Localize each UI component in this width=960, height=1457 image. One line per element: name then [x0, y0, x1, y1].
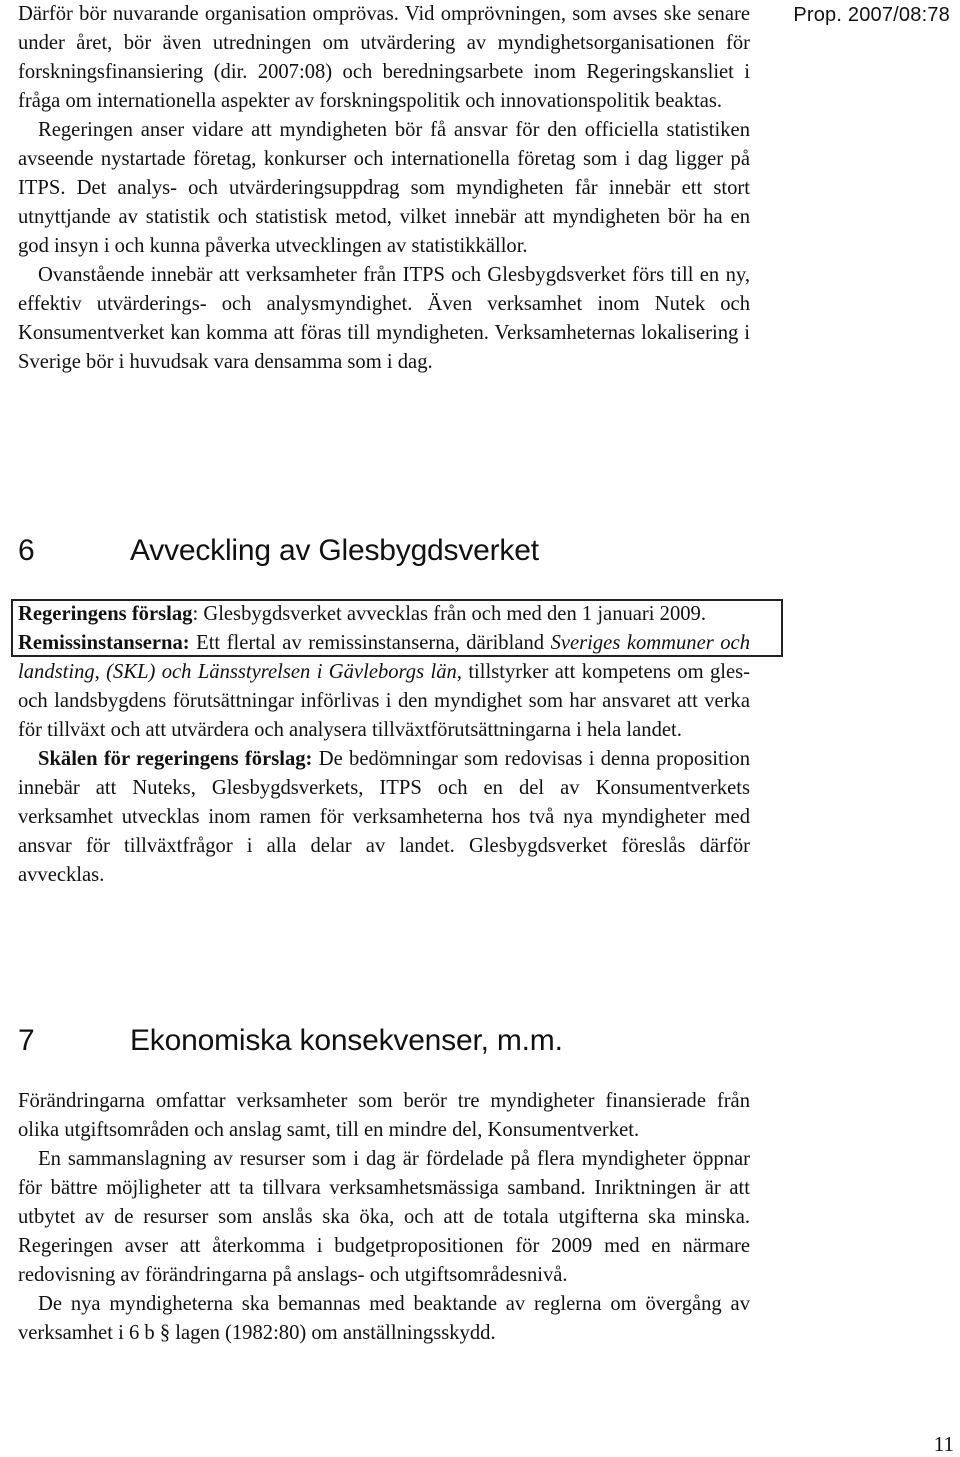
intro-paragraph-2: Regeringen anser vidare att myndigheten bör få ansvar för den officiella statistiken avseende nystartade företag, konkurser och internationella företag som i dag ligger på ITPS. Det analys- och utvärderingsuppdrag som myndigheten får innebär ett stort utnyttjande av statistik och statistisk metod, vilket innebär att myndigheten bör ha en god insyn i och kunna påverka utvecklingen av statistikkällor. — [18, 119, 750, 257]
intro-text — [18, 0, 750, 377]
section-6-heading — [18, 534, 539, 568]
section-7-heading — [18, 1024, 563, 1058]
section-6-title: Avveckling av Glesbygdsverket — [130, 534, 539, 567]
proposal-text: : Glesbygdsverket avvecklas från och med den 1 januari 2009. — [192, 603, 706, 625]
skalen-paragraph — [18, 745, 750, 890]
page-number: 11 — [933, 1432, 954, 1456]
section-7-title: Ekonomiska konsekvenser, m.m. — [130, 1024, 563, 1057]
section-7-paragraph-2: En sammanslagning av resurser som i dag är fördelade på flera myndigheter öppnar för bättre möjligheter att ta tillvara verksamhetsmässiga samband. Inriktningen är att utbytet av de resurser som anslås ska öka, och att de totala utgifterna ska minska. Regeringen avser att återkomma i budgetpropositionen för 2009 med en närmare redovisning av förändringarna på anslags- och utgiftsområdesnivå. — [18, 1148, 750, 1286]
remiss-paragraph — [18, 629, 750, 745]
remiss-text-1: Ett flertal av remissinstanserna, däribland — [189, 632, 551, 654]
section-7-paragraph-3: De nya myndigheterna ska bemannas med beaktande av reglerna om övergång av verksamhet i 6 b § lagen (1982:80) om anställningsskydd. — [18, 1293, 750, 1344]
skalen-label: Skälen för regeringens förslag: — [38, 748, 313, 770]
section-7-number: 7 — [18, 1024, 35, 1057]
remiss-italic: Sveriges kommuner och landsting, (SKL) och Länsstyrelsen i Gävleborgs län, — [18, 632, 750, 683]
intro-paragraph-3: Ovanstående innebär att verksamheter från ITPS och Glesbygdsverket förs till en ny, effektiv utvärderings- och analysmyndighet. Även verksamhet inom Nutek och Konsumentverket kan komma att föras till myndigheten. Verksamheternas lokalisering i Sverige bör i huvudsak vara densamma som i dag. — [18, 264, 750, 373]
section-7-body — [18, 1087, 750, 1348]
remiss-text-2: tillstyrker att kompetens om gles- och landsbygdens förutsättningar införlivas i den myndighet som har ansvaret att verka för tillväxt och att utvärdera och analysera tillväxtförutsättningarna i hela landet. — [18, 661, 751, 741]
section-7-paragraph-1: Förändringarna omfattar verksamheter som berör tre myndigheter finansierade från olika utgiftsområden och anslag samt, till en mindre del, Konsumentverket. — [18, 1090, 750, 1141]
proposal-label: Regeringens förslag — [18, 603, 193, 625]
proposition-reference: Prop. 2007/08:78 — [793, 4, 950, 26]
skalen-text: De bedömningar som redovisas i denna proposition innebär att Nuteks, Glesbygdsverkets, ITPS och en del av Konsumentverkets verksamhet utvecklas inom ramen för verksamheterna hos två nya myndigheter med ansvar för tillväxtfrågor i alla delar av landet. Glesbygdsverket föreslås därför avvecklas. — [18, 748, 750, 886]
section-6-number: 6 — [18, 534, 35, 567]
proposal-paragraph — [18, 600, 748, 629]
remiss-label: Remissinstanserna: — [18, 632, 190, 654]
section-6-body — [18, 600, 750, 890]
intro-paragraph-1: Därför bör nuvarande organisation omprövas. Vid omprövningen, som avses ske senare under året, bör även utredningen om utvärdering av myndighetsorganisationen för forskningsfinansiering (dir. 2007:08) och beredningsarbete inom Regeringskansliet i fråga om internationella aspekter av forskningspolitik och innovationspolitik beaktas. — [18, 3, 750, 112]
proposal-box — [18, 600, 778, 629]
